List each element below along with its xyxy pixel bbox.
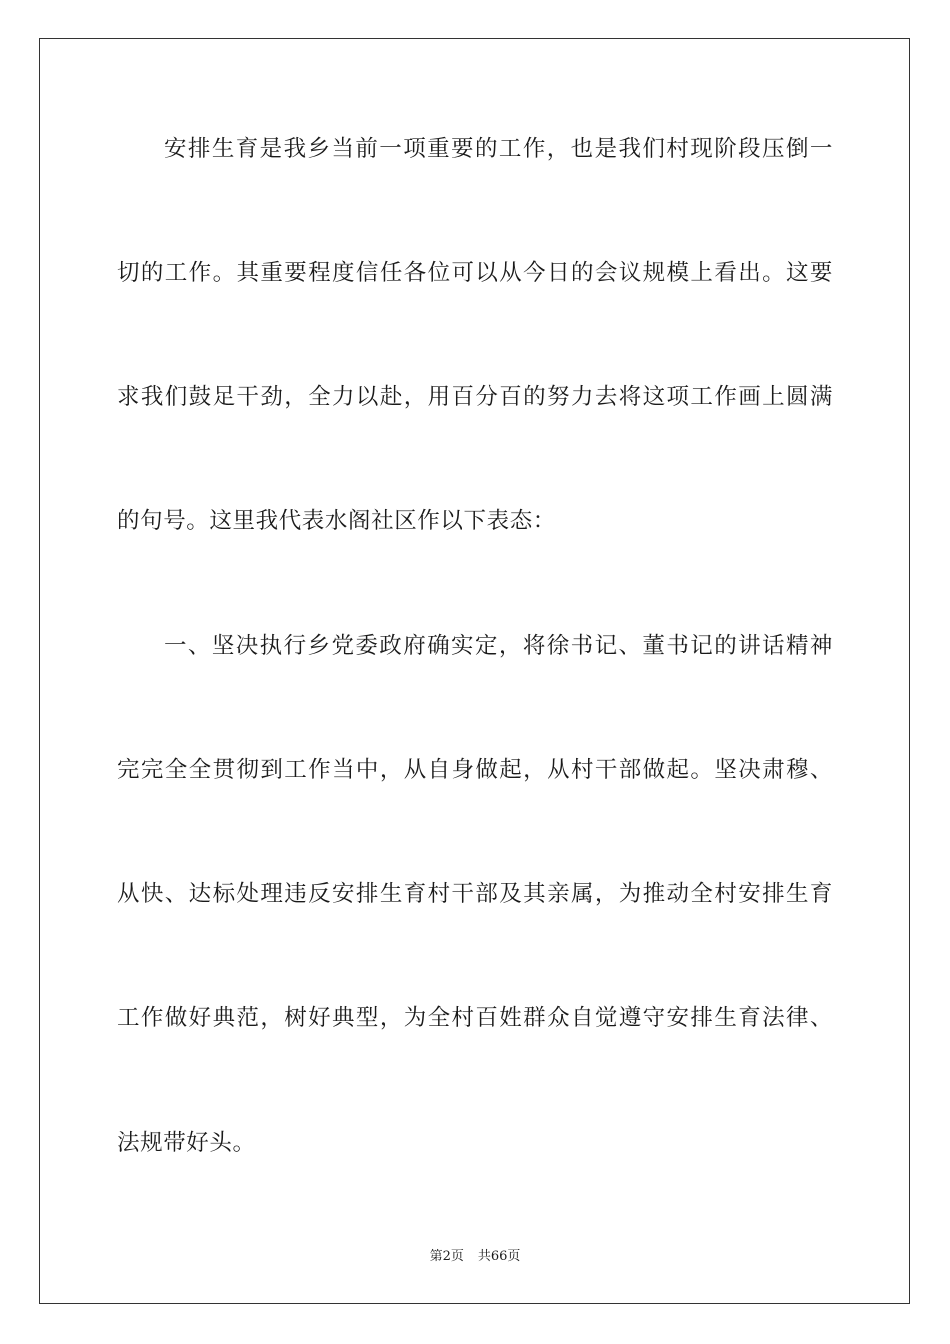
paragraph-1-line-1: 安排生育是我乡当前一项重要的工作，也是我们村现阶段压倒一 <box>164 136 833 162</box>
paragraph-2-line-1: 一、坚决执行乡党委政府确实定，将徐书记、董书记的讲话精神 <box>164 633 833 659</box>
paragraph-2-line-3: 从快、达标处理违反安排生育村干部及其亲属，为推动全村安排生育 <box>117 881 833 907</box>
paragraph-1-line-4: 的句号。这里我代表水阁社区作以下表态： <box>117 508 556 534</box>
paragraph-2-line-2: 完完全全贯彻到工作当中，从自身做起，从村干部做起。坚决肃穆、 <box>117 757 833 783</box>
page-number: 第2页 <box>429 1249 464 1264</box>
page-frame <box>39 38 910 1304</box>
page-total: 共66页 <box>477 1249 521 1264</box>
page-footer <box>0 1248 950 1266</box>
paragraph-2-line-5: 法规带好头。 <box>117 1130 256 1156</box>
paragraph-2-line-4: 工作做好典范，树好典型，为全村百姓群众自觉遵守安排生育法律、 <box>117 1005 833 1031</box>
paragraph-1-line-3: 求我们鼓足干劲，全力以赴，用百分百的努力去将这项工作画上圆满 <box>117 384 833 410</box>
paragraph-1-line-2: 切的工作。其重要程度信任各位可以从今日的会议规模上看出。这要 <box>117 260 833 286</box>
